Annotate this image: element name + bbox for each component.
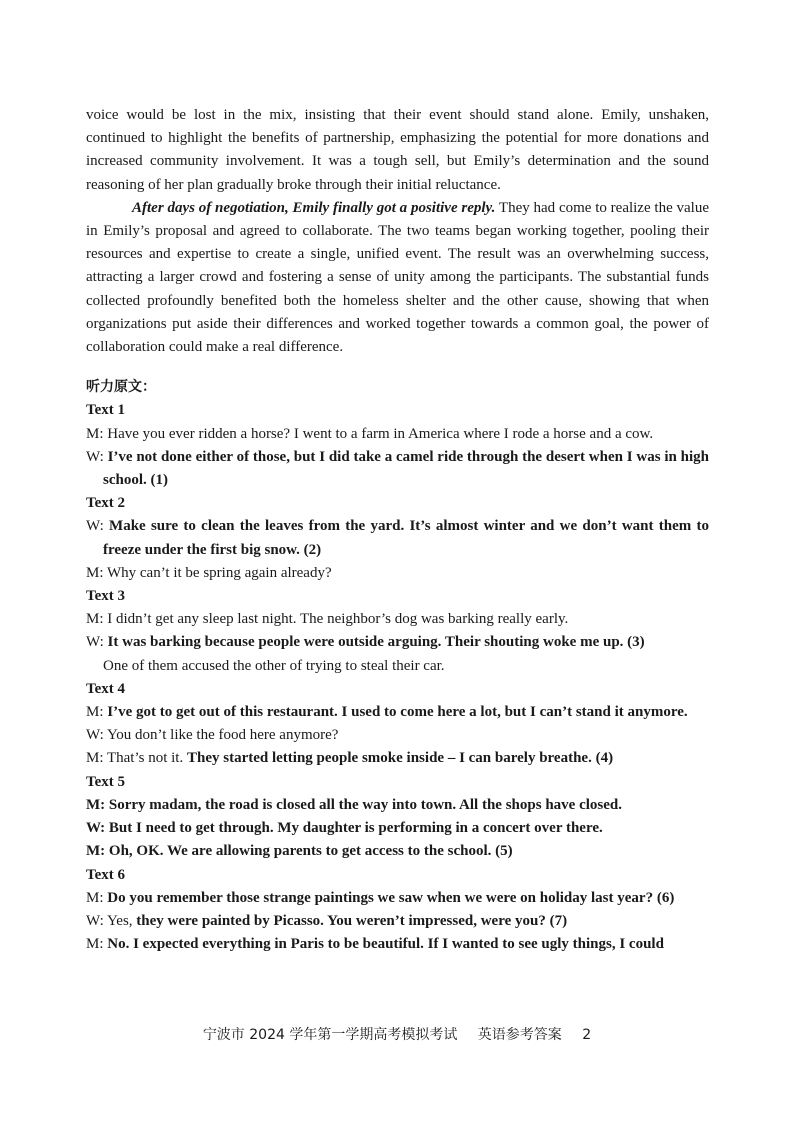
text-6-line-m2 (86, 933, 709, 956)
answer-text: It was barking because people were outside arguing. Their shouting woke me up. (3) (107, 634, 645, 651)
text-6-line-m1 (86, 887, 709, 910)
answer-text: I’ve got to get out of this restaurant. I used to come here a lot, but I can’t stand it anymore. (107, 704, 688, 721)
text-1-line-m1: M: Have you ever ridden a horse? I went to a farm in America where I rode a horse and a cow. (86, 425, 654, 442)
text-4-title: Text 4 (86, 680, 126, 697)
text-4-line-m1 (86, 701, 709, 724)
text-5-line-m2: M: Oh, OK. We are allowing parents to get access to the school. (5) (86, 843, 513, 860)
text-1-title: Text 1 (86, 402, 126, 419)
story-paragraph-1: voice would be lost in the mix, insisting that their event should stand alone. Emily, unshaken, continued to highlight the benefits of partnership, emphasizing the potential for more donations and increased community involvement. It was a tough sell, but Emily’s determination and the sound reasoning of her plan gradually broke through their initial reluctance. (86, 107, 709, 193)
text-6-title: Text 6 (86, 866, 126, 883)
text-1-line-w1 (86, 446, 709, 492)
story-paragraph-2-body: They had come to realize the value in Emily’s proposal and agreed to collaborate. The two teams began working together, pooling their resources and expertise to create a single, unified event. The result was an overwhelming success, attracting a larger crowd and fostering a sense of unity among the participants. The substantial funds collected profoundly benefited both the homeless shelter and the other cause, showing that when organizations put aside their differences and worked together towards a common goal, the power of collaboration could make a real difference. (86, 199, 709, 356)
answer-text: Do you remember those strange paintings we saw when we were on holiday last year? (6) (107, 889, 675, 906)
answer-text: No. I expected everything in Paris to be beautiful. If I wanted to see ugly things, I could (107, 936, 664, 953)
answer-text: They started letting people smoke inside – I can barely breathe. (4) (186, 750, 614, 767)
answer-text: they were painted by Picasso. You weren’t impressed, were you? (7) (136, 912, 568, 929)
page-footer (0, 1024, 794, 1047)
footer-page-number: 2 (582, 1027, 592, 1043)
text-5-line-m1: M: Sorry madam, the road is closed all the way into town. All the shops have closed. (86, 796, 622, 813)
story-paragraph-2 (86, 197, 709, 359)
footer-subject: 英语参考答案 (477, 1027, 562, 1043)
footer-exam-title: 宁波市 2024 学年第一学期高考模拟考试 (202, 1027, 458, 1043)
text-3-title: Text 3 (86, 588, 126, 605)
text-4-line-m2 (86, 747, 709, 770)
text-3-line-w1 (86, 631, 709, 654)
text-2-title: Text 2 (86, 495, 126, 512)
answer-text: Make sure to clean the leaves from the yard. It’s almost winter and we don’t want them to freeze under the first big snow. (2) (103, 518, 709, 558)
speaker-prefix: M: (86, 889, 108, 906)
speaker-prefix: M: That’s not it. (86, 750, 187, 767)
document-page (86, 104, 709, 956)
speaker-prefix: W: (86, 634, 108, 651)
text-5-line-w1: W: But I need to get through. My daughter is performing in a concert over there. (86, 820, 603, 837)
transcript-heading: 听力原文： (86, 379, 156, 396)
speaker-prefix: M: (86, 704, 108, 721)
story-paragraph-2-lead: After days of negotiation, Emily finally got a positive reply. (132, 199, 496, 216)
text-5-title: Text 5 (86, 773, 126, 790)
text-2-line-w1 (86, 515, 709, 561)
text-3-line-m1: M: I didn’t get any sleep last night. The neighbor’s dog was barking really early. (86, 611, 569, 628)
text-2-line-m1: M: Why can’t it be spring again already? (86, 564, 332, 581)
text-3-line-w1-continued: One of them accused the other of trying to steal their car. (103, 657, 445, 674)
text-6-line-w1 (86, 910, 709, 933)
speaker-prefix: W: (86, 448, 108, 465)
answer-text: I’ve not done either of those, but I did take a camel ride through the desert when I was in high school. (1) (103, 448, 709, 489)
speaker-prefix: W: (86, 518, 110, 535)
speaker-prefix: W: Yes, (86, 912, 137, 929)
text-4-line-w1: W: You don’t like the food here anymore? (86, 727, 339, 744)
speaker-prefix: M: (86, 936, 108, 953)
